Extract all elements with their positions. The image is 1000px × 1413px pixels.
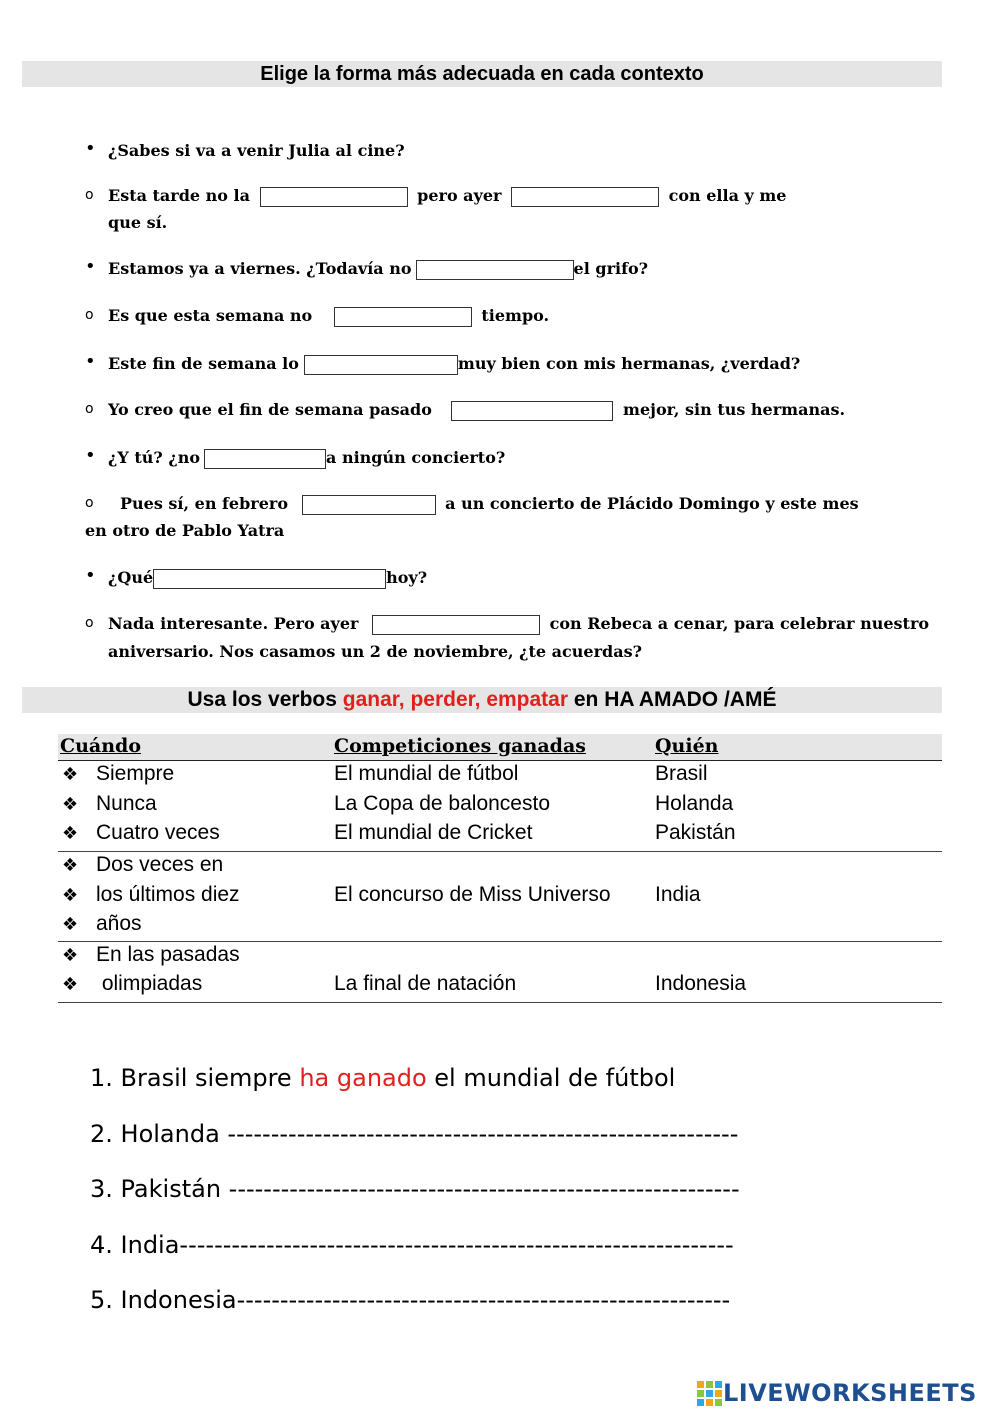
question-text: a ningún concierto? <box>326 448 506 467</box>
diamond-mark: ❖ <box>62 885 79 906</box>
table-cell-comp: La final de natación <box>334 972 517 995</box>
table-bottom-border <box>58 1002 942 1003</box>
table-cell-when: Nunca <box>96 792 157 815</box>
liveworksheets-logo[interactable] <box>697 1378 977 1408</box>
answer-line-1 <box>90 1064 675 1092</box>
question-text: ¿Qué <box>108 568 154 587</box>
answer-3 <box>85 400 846 421</box>
table-cell-when: olimpiadas <box>96 972 203 995</box>
table-cell-who: India <box>655 883 701 906</box>
diamond-mark: ❖ <box>62 764 79 785</box>
question-5 <box>85 565 428 589</box>
row-divider <box>58 851 942 852</box>
diamond-mark: ❖ <box>62 794 79 815</box>
question-text: ¿Sabes si va a venir Julia al cine? <box>108 141 405 160</box>
answer-text: aniversario. Nos casamos un 2 de noviembre, ¿te acuerdas? <box>108 642 642 661</box>
answer-text: mejor, sin tus hermanas. <box>623 400 846 419</box>
table-cell-who: Brasil <box>655 762 708 785</box>
blank-input-9[interactable] <box>153 569 386 589</box>
bullet-mark: • <box>85 351 96 372</box>
bullet-mark: • <box>85 138 96 159</box>
table-cell-comp: El concurso de Miss Universo <box>334 883 611 906</box>
answer-5 <box>85 614 930 635</box>
title-verbs: ganar, perder, empatar <box>342 688 569 711</box>
answer-1 <box>85 186 787 207</box>
answer-2 <box>85 306 550 327</box>
answer-text: tiempo. <box>481 306 550 325</box>
answer-line-5[interactable]: 5. Indonesia--------------------------------------------------------- <box>90 1286 731 1314</box>
circle-mark: o <box>85 495 94 511</box>
header-quien: Quién <box>655 735 719 757</box>
bullet-mark: • <box>85 256 96 277</box>
answer-line-3[interactable]: 3. Pakistán ----------------------------------------------------------- <box>90 1175 740 1203</box>
answer-text: pero ayer <box>417 186 502 205</box>
table-cell-comp: La Copa de baloncesto <box>334 792 550 815</box>
answer-text: a un concierto de Plácido Domingo y este mes <box>445 494 859 513</box>
diamond-mark: ❖ <box>62 945 79 966</box>
answer-text: Esta tarde no la <box>108 186 250 205</box>
answer-4-continued <box>85 521 284 540</box>
blank-input-8[interactable] <box>302 495 436 515</box>
diamond-mark: ❖ <box>62 823 79 844</box>
header-competiciones: Competiciones ganadas <box>334 735 586 757</box>
table-cell-who: Indonesia <box>655 972 747 995</box>
answer-line-4[interactable]: 4. India---------------------------------------------------------------- <box>90 1231 734 1259</box>
answer-example-verb: ha ganado <box>299 1064 427 1092</box>
diamond-mark: ❖ <box>62 855 79 876</box>
answer-4 <box>85 494 859 515</box>
table-cell-when: los últimos diez <box>96 883 240 906</box>
blank-input-2[interactable] <box>511 187 659 207</box>
question-1 <box>85 138 405 160</box>
row-divider <box>58 941 942 942</box>
table-cell-who: Pakistán <box>655 821 736 844</box>
question-3 <box>85 351 801 375</box>
blank-input-1[interactable] <box>260 187 408 207</box>
blank-input-6[interactable] <box>451 401 613 421</box>
answer-text: Es que esta semana no <box>108 306 313 325</box>
blank-input-4[interactable] <box>334 307 472 327</box>
answer-1-continued <box>108 213 167 232</box>
table-cell-when: años <box>96 912 142 935</box>
logo-icon <box>697 1380 723 1406</box>
answer-5-continued <box>108 642 642 661</box>
blank-input-5[interactable] <box>304 355 458 375</box>
question-text: el grifo? <box>573 259 648 278</box>
question-text: hoy? <box>386 568 428 587</box>
answer-text: con ella y me <box>668 186 787 205</box>
table-cell-when: Siempre <box>96 762 175 785</box>
header-cuando: Cuándo <box>60 735 142 757</box>
blank-input-10[interactable] <box>372 615 540 635</box>
diamond-mark: ❖ <box>62 914 79 935</box>
answer-text: con Rebeca a cenar, para celebrar nuestro <box>549 614 930 633</box>
circle-mark: o <box>85 615 94 631</box>
question-4 <box>85 445 506 469</box>
answer-text: Yo creo que el fin de semana pasado <box>108 400 432 419</box>
table-cell-when: Cuatro veces <box>96 821 220 844</box>
question-text: muy bien con mis hermanas, ¿verdad? <box>457 354 801 373</box>
blank-input-3[interactable] <box>416 260 574 280</box>
table-cell-when: Dos veces en <box>96 853 224 876</box>
answer-line-2[interactable]: 2. Holanda ----------------------------------------------------------- <box>90 1120 739 1148</box>
answer-prefix: 1. Brasil siempre <box>90 1064 300 1092</box>
answer-text: que sí. <box>108 213 168 232</box>
table-cell-comp: El mundial de fútbol <box>334 762 519 785</box>
title-prefix: Usa los verbos <box>187 688 343 711</box>
circle-mark: o <box>85 307 94 323</box>
answer-text: en otro de Pablo Yatra <box>85 521 285 540</box>
logo-text: LIVEWORKSHEETS <box>723 1379 977 1407</box>
bullet-mark: • <box>85 445 96 466</box>
title-suffix: en HA AMADO /AMÉ <box>568 688 777 711</box>
table-cell-who: Holanda <box>655 792 734 815</box>
section-2-title <box>22 687 942 713</box>
answer-text: Nada interesante. Pero ayer <box>108 614 359 633</box>
bullet-mark: • <box>85 565 96 586</box>
question-2 <box>85 256 648 280</box>
table-cell-when: En las pasadas <box>96 943 240 966</box>
table-header <box>58 734 942 761</box>
question-text: Estamos ya a viernes. ¿Todavía no <box>108 259 412 278</box>
table-cell-comp: El mundial de Cricket <box>334 821 533 844</box>
question-text: Este fin de semana lo <box>108 354 299 373</box>
circle-mark: o <box>85 187 94 203</box>
blank-input-7[interactable] <box>204 449 326 469</box>
answer-suffix: el mundial de fútbol <box>426 1064 676 1092</box>
circle-mark: o <box>85 401 94 417</box>
answer-text: Pues sí, en febrero <box>120 494 288 513</box>
diamond-mark: ❖ <box>62 974 79 995</box>
question-text: ¿Y tú? ¿no <box>108 448 201 467</box>
section-1-title: Elige la forma más adecuada en cada contexto <box>22 61 942 87</box>
